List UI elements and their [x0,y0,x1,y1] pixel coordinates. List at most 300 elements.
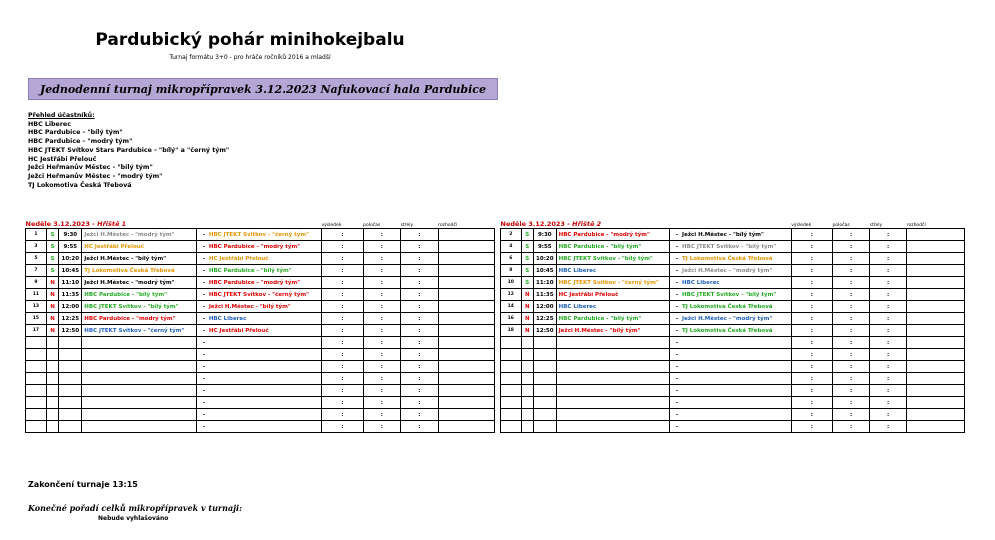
match-number: 16 [501,313,522,325]
match-row [501,385,965,397]
shots-cell: : [401,229,439,241]
match-number: 5 [26,253,47,265]
match-row [501,397,965,409]
shots-cell: : [401,241,439,253]
empty-cell [82,373,197,385]
away-team: HC Jestřábi Přelouč [208,327,269,334]
referee-cell [907,229,965,241]
away-team: HBC Pardubice - "modrý tým" [208,243,301,250]
empty-cell [556,361,669,373]
match-number: 2 [501,229,522,241]
col-half: poločas [832,223,850,228]
result-cell: : [321,361,363,373]
referee-cell [907,373,965,385]
match-row [501,313,965,325]
away-cell [196,229,321,241]
half-cell: : [832,349,869,361]
away-team: HC Jestřábi Přelouč [208,255,269,262]
match-time: 10:45 [59,265,82,277]
document-subtitle: Turnaj formátu 3+0 - pro hráče ročníků 2016 a mladší [169,54,331,61]
vs-dash: - [675,243,679,250]
result-cell: : [791,421,832,433]
shots-cell: : [401,325,439,337]
match-number: 12 [501,289,522,301]
vs-dash: - [675,303,679,310]
empty-cell [46,349,59,361]
half-cell: : [832,337,869,349]
empty-cell [82,409,197,421]
participant-item: HBC Pardubice - "modrý tým" [28,138,133,146]
result-cell: : [321,277,363,289]
vs-dash: - [202,387,206,394]
match-time: 9:30 [533,229,556,241]
result-cell: : [321,253,363,265]
participant-item: HBC Pardubice - "bílý tým" [28,129,123,137]
match-row [501,277,965,289]
col-shots: střely [400,223,414,228]
vs-dash: - [202,339,206,346]
match-row [501,373,965,385]
participant-item: HBC JTEKT Svítkov Stars Pardubice - "bílý" a "černý tým" [28,146,230,154]
match-row [26,373,495,385]
vs-dash: - [202,327,206,334]
empty-cell [501,361,522,373]
referee-cell [907,313,965,325]
match-row [26,409,495,421]
result-cell: : [791,253,832,265]
empty-cell [26,337,47,349]
match-side: N [46,313,59,325]
half-cell: : [363,325,401,337]
vs-dash: - [675,411,679,418]
match-row [26,397,495,409]
home-team: Ježci H.Městec - "bílý tým" [82,253,197,265]
away-team: Ježci H.Městec - "bílý tým" [682,231,764,238]
half-cell: : [363,277,401,289]
empty-cell [501,397,522,409]
match-number: 13 [26,301,47,313]
rink-heading [501,220,792,229]
half-cell: : [363,361,401,373]
vs-dash: - [675,291,679,298]
referee-cell [438,325,494,337]
result-cell: : [791,325,832,337]
half-cell: : [363,373,401,385]
referee-cell [907,289,965,301]
referee-cell [438,373,494,385]
vs-dash: - [202,291,206,298]
col-result: výsledek [791,223,812,228]
match-row [26,337,495,349]
match-row [26,421,495,433]
shots-cell: : [401,397,439,409]
vs-dash: - [675,387,679,394]
half-cell: : [832,289,869,301]
shots-cell: : [401,409,439,421]
away-cell [670,385,792,397]
empty-cell [556,373,669,385]
home-team: HBC JTEKT Svítkov - "bílý tým" [82,301,197,313]
away-cell [196,421,321,433]
match-row [501,325,965,337]
referee-cell [907,409,965,421]
empty-cell [521,421,533,433]
match-side: N [521,325,533,337]
match-side: S [46,241,59,253]
shots-cell: : [870,421,907,433]
match-number: 7 [26,265,47,277]
result-cell: : [791,277,832,289]
away-team: HBC JTEKT Svítkov - "černý tým" [208,231,309,238]
home-team: HBC Pardubice - "modrý tým" [556,229,669,241]
vs-dash: - [202,411,206,418]
away-cell [670,373,792,385]
match-number: 8 [501,265,522,277]
result-cell: : [321,385,363,397]
empty-cell [533,337,556,349]
half-cell: : [832,277,869,289]
empty-cell [59,385,82,397]
away-team: HBC Pardubice - "bílý tým" [208,267,292,274]
result-cell: : [321,265,363,277]
referee-cell [907,265,965,277]
empty-cell [26,421,47,433]
shots-cell: : [401,253,439,265]
home-team: Ježci H.Městec - "modrý tým" [82,277,197,289]
empty-cell [26,397,47,409]
result-cell: : [791,241,832,253]
match-number: 3 [26,241,47,253]
empty-cell [26,409,47,421]
home-team: Ježci H.Městec - "bílý tým" [556,325,669,337]
rink-1-schedule [25,220,495,433]
shots-cell: : [401,313,439,325]
away-team: TJ Lokomotiva Česká Třebová [682,255,773,262]
result-cell: : [321,421,363,433]
col-half: poločas [363,223,381,228]
shots-cell: : [870,265,907,277]
result-cell: : [791,361,832,373]
empty-cell [521,349,533,361]
result-cell: : [791,409,832,421]
empty-cell [521,409,533,421]
vs-dash: - [675,399,679,406]
vs-dash: - [202,351,206,358]
participants-header: Přehled účastníků: [28,112,95,119]
rink-day: Neděle 3.12.2023 - [500,220,573,228]
empty-cell [46,361,59,373]
result-cell: : [791,385,832,397]
match-number: 6 [501,253,522,265]
away-cell [196,337,321,349]
away-cell [670,241,792,253]
match-side: N [521,301,533,313]
shots-cell: : [401,421,439,433]
result-cell: : [321,337,363,349]
empty-cell [26,385,47,397]
shots-cell: : [401,301,439,313]
empty-cell [59,361,82,373]
vs-dash: - [202,315,206,322]
home-team: TJ Lokomotiva Česká Třebová [82,265,197,277]
empty-cell [521,385,533,397]
referee-cell [438,337,494,349]
away-cell [670,277,792,289]
referee-cell [907,385,965,397]
match-row [26,253,495,265]
result-cell: : [791,313,832,325]
empty-cell [521,361,533,373]
referee-cell [907,241,965,253]
vs-dash: - [202,375,206,382]
match-time: 12:25 [59,313,82,325]
vs-dash: - [675,267,679,274]
away-cell [196,313,321,325]
referee-cell [438,229,494,241]
half-cell: : [832,421,869,433]
away-team: TJ Lokomotiva Česká Třebová [682,303,773,310]
result-cell: : [321,397,363,409]
away-team: Ježci H.Městec - "modrý tým" [682,315,773,322]
referee-cell [907,421,965,433]
home-team: HBC JTEKT Svítkov - "bílý tým" [556,253,669,265]
match-row [501,289,965,301]
match-side: S [521,241,533,253]
vs-dash: - [202,279,206,286]
vs-dash: - [202,399,206,406]
result-cell: : [791,229,832,241]
shots-cell: : [870,361,907,373]
away-cell [670,421,792,433]
match-time: 12:25 [533,313,556,325]
shots-cell: : [870,277,907,289]
match-time: 12:50 [59,325,82,337]
result-cell: : [321,289,363,301]
empty-cell [521,397,533,409]
result-cell: : [321,301,363,313]
match-number: 17 [26,325,47,337]
away-team: HBC Liberec [682,279,720,286]
referee-cell [438,265,494,277]
col-referee: rozhodčí [906,223,926,228]
empty-cell [533,385,556,397]
half-cell: : [832,325,869,337]
shots-cell: : [870,349,907,361]
referee-cell [438,397,494,409]
empty-cell [533,349,556,361]
shots-cell: : [870,409,907,421]
vs-dash: - [675,315,679,322]
empty-cell [59,349,82,361]
half-cell: : [363,301,401,313]
match-row [26,229,495,241]
shots-cell: : [401,361,439,373]
away-cell [196,361,321,373]
away-cell [670,409,792,421]
match-side: S [46,253,59,265]
away-team: HBC Liberec [208,315,247,322]
referee-cell [438,361,494,373]
match-time: 12:50 [533,325,556,337]
shots-cell: : [870,337,907,349]
match-number: 4 [501,241,522,253]
match-side: N [521,289,533,301]
match-side: N [46,277,59,289]
shots-cell: : [870,325,907,337]
empty-cell [46,397,59,409]
document-title: Pardubický pohár minihokejbalu [95,30,405,50]
referee-cell [438,313,494,325]
shots-cell: : [870,253,907,265]
away-cell [670,349,792,361]
match-time: 9:55 [533,241,556,253]
half-cell: : [832,241,869,253]
empty-cell [82,349,197,361]
empty-cell [46,385,59,397]
vs-dash: - [202,303,206,310]
match-time: 9:30 [59,229,82,241]
rink-2-schedule [500,220,965,433]
referee-cell [907,277,965,289]
empty-cell [59,397,82,409]
referee-cell [907,325,965,337]
away-team: TJ Lokomotiva Česká Třebová [682,327,773,334]
match-time: 12:00 [59,301,82,313]
vs-dash: - [202,231,206,238]
away-cell [196,397,321,409]
empty-cell [556,397,669,409]
referee-cell [438,301,494,313]
tournament-end: Zakončení turnaje 13:15 [28,480,138,489]
away-cell [670,289,792,301]
match-time: 11:35 [533,289,556,301]
match-number: 9 [26,277,47,289]
shots-cell: : [401,337,439,349]
vs-dash: - [675,363,679,370]
shots-cell: : [401,277,439,289]
match-time: 11:10 [533,277,556,289]
result-cell: : [321,409,363,421]
empty-cell [501,409,522,421]
match-time: 12:00 [533,301,556,313]
empty-cell [26,373,47,385]
empty-cell [533,409,556,421]
result-cell: : [321,325,363,337]
match-side: S [521,265,533,277]
match-row [501,409,965,421]
empty-cell [46,409,59,421]
half-cell: : [832,409,869,421]
referee-cell [907,361,965,373]
away-cell [670,253,792,265]
referee-cell [438,349,494,361]
match-time: 9:55 [59,241,82,253]
home-team: HBC JTEKT Svítkov - "černý tým" [556,277,669,289]
match-time: 11:10 [59,277,82,289]
away-cell [670,301,792,313]
vs-dash: - [202,243,206,250]
shots-cell: : [401,373,439,385]
empty-cell [26,361,47,373]
match-side: S [46,265,59,277]
empty-cell [556,385,669,397]
vs-dash: - [675,423,679,430]
away-cell [670,325,792,337]
empty-cell [46,337,59,349]
header-row [26,220,495,229]
empty-cell [59,409,82,421]
match-time: 11:35 [59,289,82,301]
result-cell: : [791,265,832,277]
participant-item: HC Jestřábi Přelouč [28,155,97,163]
empty-cell [82,337,197,349]
away-team: HBC JTEKT Svítkov - "černý tým" [208,291,309,298]
match-time: 10:20 [533,253,556,265]
col-result: výsledek [321,223,342,228]
vs-dash: - [675,255,679,262]
half-cell: : [832,373,869,385]
away-team: Ježci H.Městec - "bílý tým" [208,303,291,310]
result-cell: : [791,337,832,349]
half-cell: : [363,397,401,409]
away-cell [670,337,792,349]
half-cell: : [832,229,869,241]
vs-dash: - [675,231,679,238]
away-cell [196,385,321,397]
participant-item: Ježci Heřmanův Městec - "modrý tým" [28,172,163,180]
empty-cell [533,397,556,409]
shots-cell: : [401,385,439,397]
shots-cell: : [870,301,907,313]
half-cell: : [832,361,869,373]
referee-cell [907,253,965,265]
half-cell: : [363,313,401,325]
match-row [501,253,965,265]
away-cell [670,313,792,325]
match-row [501,349,965,361]
away-cell [670,361,792,373]
away-cell [670,229,792,241]
match-row [26,361,495,373]
away-team: Ježci H.Městec - "modrý tým" [682,267,773,274]
half-cell: : [363,253,401,265]
empty-cell [46,373,59,385]
home-team: HC Jestřábi Přelouč [556,289,669,301]
half-cell: : [832,313,869,325]
match-row [501,241,965,253]
result-cell: : [791,397,832,409]
referee-cell [907,349,965,361]
referee-cell [438,277,494,289]
away-cell [196,349,321,361]
away-cell [196,301,321,313]
empty-cell [501,349,522,361]
empty-cell [501,385,522,397]
col-referee: rozhodčí [438,223,458,228]
empty-cell [501,337,522,349]
match-number: 11 [26,289,47,301]
match-row [26,325,495,337]
shots-cell: : [870,241,907,253]
match-row [26,301,495,313]
home-team: HBC Pardubice - "modrý tým" [82,313,197,325]
match-row [501,361,965,373]
vs-dash: - [675,375,679,382]
shots-cell: : [401,349,439,361]
match-time: 10:20 [59,253,82,265]
rink-name: Hřiště 1 [97,220,127,228]
vs-dash: - [675,279,679,286]
